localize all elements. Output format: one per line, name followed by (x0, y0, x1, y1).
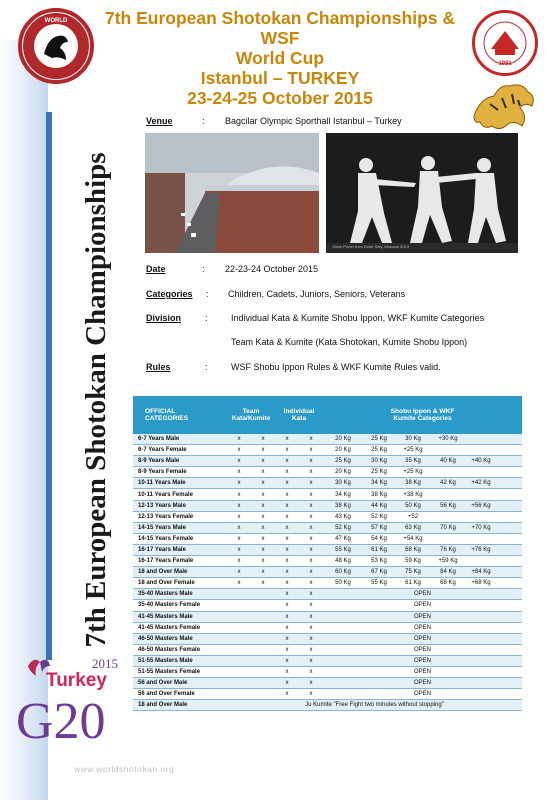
table-row (133, 600, 522, 611)
table-row (133, 689, 522, 700)
value-cell: x (251, 556, 275, 567)
value-cell: 57 Kg (363, 522, 395, 533)
category-cell: 16-17 Years Female (133, 556, 227, 567)
value-cell: x (275, 511, 299, 522)
empty-cell (251, 633, 275, 644)
empty-cell (251, 666, 275, 677)
title-line-2: World Cup (235, 48, 325, 68)
value-cell (497, 489, 522, 500)
value-cell: +54 Kg (395, 533, 431, 544)
value-cell: x (251, 533, 275, 544)
value-cell: +52 (395, 511, 431, 522)
table-row (133, 655, 522, 666)
table-row (133, 644, 522, 655)
value-cell: x (275, 622, 299, 633)
value-cell: 63 Kg (395, 522, 431, 533)
value-cell: x (299, 434, 323, 445)
value-cell: +59 Kg (431, 556, 465, 567)
category-cell: 41-45 Masters Female (133, 622, 227, 633)
value-cell: x (299, 500, 323, 511)
value-cell: 42 Kg (431, 478, 465, 489)
category-cell: 12-13 Years Male (133, 500, 227, 511)
value-cell: 30 Kg (323, 478, 363, 489)
title-line-4: 23-24-25 October 2015 (187, 88, 373, 108)
value-cell: x (275, 666, 299, 677)
table-row (133, 489, 522, 500)
value-cell: x (299, 511, 323, 522)
venue-photo-image (145, 133, 319, 253)
value-cell: +76 Kg (465, 544, 497, 555)
category-cell: 6-7 Years Male (133, 434, 227, 445)
value-cell: +70 Kg (465, 522, 497, 533)
karate-photo (326, 133, 518, 253)
tkf-logo (472, 10, 538, 76)
value-cell (465, 489, 497, 500)
value-cell (497, 567, 522, 578)
table-row (133, 556, 522, 567)
category-cell: 56 and Over Male (133, 678, 227, 689)
value-cell: 60 Kg (323, 567, 363, 578)
g20-country: Turkey (46, 670, 107, 691)
value-cell: x (275, 633, 299, 644)
value-cell: +40 Kg (465, 456, 497, 467)
value-cell: x (275, 556, 299, 567)
value-cell: x (299, 689, 323, 700)
value-cell: x (275, 689, 299, 700)
value-cell: x (251, 544, 275, 555)
table-row (133, 611, 522, 622)
category-cell: 51-55 Masters Female (133, 666, 227, 677)
table-row (133, 578, 522, 589)
value-cell: 61 Kg (395, 578, 431, 589)
category-cell: 10-11 Years Male (133, 478, 227, 489)
value-cell: 61 Kg (363, 544, 395, 555)
venue-label: Venue (146, 116, 173, 126)
photo-caption: Victor Pertel from Dedé Saly, Moscow 2013 (332, 244, 409, 249)
value-cell: 25 Kg (363, 445, 395, 456)
value-cell: 52 Kg (363, 511, 395, 522)
categories-label: Categories (146, 289, 193, 299)
header-official-categories: OFFICIAL CATEGORIES (133, 396, 227, 434)
sidebar-blue-bar (46, 112, 52, 660)
value-cell: x (299, 533, 323, 544)
table-row (133, 434, 522, 445)
header-individual: Individual Kata (275, 396, 323, 434)
categories-row (146, 289, 193, 299)
category-cell: 41-45 Masters Male (133, 611, 227, 622)
table-row (133, 622, 522, 633)
open-cell: OPEN (323, 622, 522, 633)
value-cell (497, 522, 522, 533)
value-cell: x (251, 467, 275, 478)
empty-cell (227, 600, 251, 611)
value-cell: 75 Kg (395, 567, 431, 578)
value-cell: +56 Kg (465, 500, 497, 511)
value-cell: x (299, 445, 323, 456)
value-cell (497, 533, 522, 544)
empty-cell (251, 655, 275, 666)
value-cell: 35 Kg (395, 456, 431, 467)
table-row (133, 445, 522, 456)
header-shobu-ippon: Shobu Ippon & WKF Kumite Categories (323, 396, 522, 434)
table-row (133, 533, 522, 544)
category-cell: 35-40 Masters Female (133, 600, 227, 611)
value-cell: 30 Kg (363, 456, 395, 467)
venue-row (146, 116, 173, 126)
category-cell: 56 and Over Female (133, 689, 227, 700)
value-cell (497, 544, 522, 555)
value-cell: x (227, 467, 251, 478)
g20-turkey-logo (14, 654, 126, 746)
value-cell (465, 434, 497, 445)
karate-photo-image (326, 133, 518, 253)
wsf-logo-icon (22, 12, 90, 80)
value-cell: x (299, 633, 323, 644)
value-cell: +84 Kg (465, 567, 497, 578)
empty-cell (227, 666, 251, 677)
rules-label: Rules (146, 362, 171, 372)
value-cell: 68 Kg (431, 578, 465, 589)
value-cell (465, 511, 497, 522)
category-cell: 12-13 Years Female (133, 511, 227, 522)
table-row (133, 467, 522, 478)
value-cell: x (299, 556, 323, 567)
value-cell: x (275, 500, 299, 511)
rules-row (146, 362, 171, 372)
empty-cell (227, 633, 251, 644)
value-cell: x (251, 434, 275, 445)
empty-cell (251, 622, 275, 633)
rules-value: WSF Shobu Ippon Rules & WKF Kumite Rules valid. (231, 362, 441, 372)
value-cell: x (251, 489, 275, 500)
empty-cell (227, 655, 251, 666)
table-row (133, 589, 522, 600)
value-cell: 38 Kg (363, 489, 395, 500)
vertical-title: 7th European Shotokan Championships (80, 152, 112, 648)
value-cell: 30 Kg (395, 434, 431, 445)
value-cell: 38 Kg (323, 500, 363, 511)
value-cell: 50 Kg (395, 500, 431, 511)
empty-cell (227, 611, 251, 622)
value-cell: x (251, 522, 275, 533)
date-label: Date (146, 264, 166, 274)
value-cell (465, 467, 497, 478)
categories-value: Children, Cadets, Juniors, Seniors, Veterans (228, 289, 406, 299)
value-cell: x (299, 478, 323, 489)
table-row (133, 522, 522, 533)
value-cell: 25 Kg (323, 456, 363, 467)
value-cell: +68 Kg (465, 578, 497, 589)
category-cell: 8-9 Years Male (133, 456, 227, 467)
value-cell: x (299, 644, 323, 655)
page-title (100, 8, 460, 108)
division-value-1: Individual Kata & Kumite Shobu Ippon, WKF Kumite Categories (231, 313, 485, 323)
value-cell: 54 Kg (363, 533, 395, 544)
value-cell: x (299, 622, 323, 633)
value-cell (497, 434, 522, 445)
value-cell: x (275, 589, 299, 600)
value-cell (497, 456, 522, 467)
value-cell: x (299, 611, 323, 622)
value-cell (431, 533, 465, 544)
value-cell: x (275, 611, 299, 622)
open-cell: OPEN (323, 611, 522, 622)
value-cell (497, 511, 522, 522)
category-cell: 8-9 Years Female (133, 467, 227, 478)
table-row (133, 478, 522, 489)
value-cell: x (251, 511, 275, 522)
value-cell: x (227, 456, 251, 467)
open-cell: OPEN (323, 689, 522, 700)
value-cell: x (299, 567, 323, 578)
value-cell: 44 Kg (363, 500, 395, 511)
value-cell: 47 Kg (323, 533, 363, 544)
value-cell: x (227, 544, 251, 555)
date-row (146, 264, 166, 274)
empty-cell (227, 689, 251, 700)
value-cell: x (275, 445, 299, 456)
value-cell: 70 Kg (431, 522, 465, 533)
value-cell: 68 Kg (395, 544, 431, 555)
division-label: Division (146, 313, 182, 323)
category-cell: 18 and Over Female (133, 578, 227, 589)
value-cell: x (275, 567, 299, 578)
value-cell (465, 533, 497, 544)
title-line-3: Istanbul – TURKEY (200, 68, 360, 88)
value-cell (497, 500, 522, 511)
wsf-logo (18, 8, 94, 84)
value-cell: x (299, 600, 323, 611)
value-cell (497, 445, 522, 456)
table-row (133, 544, 522, 555)
date-value: 22-23-24 October 2015 (225, 264, 319, 274)
value-cell (465, 556, 497, 567)
value-cell: x (275, 456, 299, 467)
category-cell: 35-40 Masters Male (133, 589, 227, 600)
value-cell: x (299, 467, 323, 478)
category-cell: 14-15 Years Male (133, 522, 227, 533)
value-cell: x (275, 655, 299, 666)
open-cell: OPEN (323, 644, 522, 655)
value-cell: x (299, 489, 323, 500)
value-cell: x (275, 600, 299, 611)
value-cell: x (275, 578, 299, 589)
value-cell (431, 489, 465, 500)
empty-cell (251, 644, 275, 655)
tiger-icon (470, 76, 540, 134)
venue-photo (145, 133, 319, 253)
value-cell (497, 578, 522, 589)
venue-value: Bagcilar Olympic Sporthall Istanbul – Turkey (225, 116, 402, 126)
value-cell: x (299, 578, 323, 589)
empty-cell (227, 678, 251, 689)
value-cell: x (251, 500, 275, 511)
value-cell: 34 Kg (363, 478, 395, 489)
value-cell: +30 Kg (431, 434, 465, 445)
open-cell: OPEN (323, 600, 522, 611)
g20-year: 2015 (92, 656, 118, 671)
value-cell: 25 Kg (363, 467, 395, 478)
value-cell: x (227, 533, 251, 544)
open-cell: OPEN (323, 678, 522, 689)
table-body (133, 434, 522, 711)
value-cell: 53 Kg (363, 556, 395, 567)
categories-table-grid (133, 396, 522, 711)
value-cell: x (227, 511, 251, 522)
value-cell: x (275, 467, 299, 478)
value-cell (431, 511, 465, 522)
categories-colon: : (206, 289, 209, 299)
value-cell: 55 Kg (323, 544, 363, 555)
value-cell: 84 Kg (431, 567, 465, 578)
categories-table (133, 396, 522, 708)
tkf-logo-year: 1981 (498, 61, 512, 67)
table-row (133, 567, 522, 578)
value-cell: x (275, 478, 299, 489)
empty-cell (227, 622, 251, 633)
venue-colon: : (202, 116, 205, 126)
category-cell: 18 and Over Male (133, 567, 227, 578)
value-cell: x (227, 567, 251, 578)
value-cell: x (251, 445, 275, 456)
value-cell: 56 Kg (431, 500, 465, 511)
open-cell: OPEN (323, 589, 522, 600)
value-cell: x (299, 678, 323, 689)
value-cell: 25 Kg (363, 434, 395, 445)
empty-cell (251, 689, 275, 700)
rules-colon: : (205, 362, 208, 372)
value-cell: 34 Kg (323, 489, 363, 500)
value-cell: x (227, 478, 251, 489)
value-cell: x (299, 589, 323, 600)
value-cell: x (251, 456, 275, 467)
value-cell: x (275, 533, 299, 544)
ju-kumite-cell: Ju Kumite "Free Fight two minutes without stopping" (227, 700, 522, 711)
title-line-1: 7th European Shotokan Championships & WSF (104, 8, 456, 48)
value-cell: x (275, 434, 299, 445)
table-row (133, 700, 522, 711)
open-cell: OPEN (323, 633, 522, 644)
value-cell: x (299, 655, 323, 666)
value-cell: 20 Kg (323, 445, 363, 456)
value-cell: x (227, 578, 251, 589)
table-row (133, 678, 522, 689)
value-cell: +38 Kg (395, 489, 431, 500)
value-cell: 52 Kg (323, 522, 363, 533)
empty-cell (251, 600, 275, 611)
value-cell (497, 478, 522, 489)
value-cell (497, 556, 522, 567)
value-cell (465, 445, 497, 456)
wsf-logo-text: WORLD (44, 18, 68, 24)
value-cell: x (299, 666, 323, 677)
website-url: www.worldshotokan.org (74, 764, 175, 774)
table-row (133, 511, 522, 522)
open-cell: OPEN (323, 666, 522, 677)
value-cell: 20 Kg (323, 434, 363, 445)
value-cell (497, 467, 522, 478)
value-cell: 50 Kg (323, 578, 363, 589)
category-cell: 14-15 Years Female (133, 533, 227, 544)
value-cell: x (251, 578, 275, 589)
tkf-logo-icon (475, 13, 535, 73)
value-cell: 67 Kg (363, 567, 395, 578)
category-cell: 46-50 Masters Female (133, 644, 227, 655)
value-cell: +42 Kg (465, 478, 497, 489)
empty-cell (227, 644, 251, 655)
value-cell: x (251, 478, 275, 489)
value-cell: 20 Kg (323, 467, 363, 478)
empty-cell (251, 678, 275, 689)
division-row (146, 313, 181, 323)
value-cell: x (227, 500, 251, 511)
value-cell: x (275, 522, 299, 533)
value-cell: x (227, 489, 251, 500)
table-row (133, 633, 522, 644)
table-row (133, 456, 522, 467)
value-cell: 76 Kg (431, 544, 465, 555)
value-cell: x (299, 456, 323, 467)
value-cell: x (227, 522, 251, 533)
value-cell: 43 Kg (323, 511, 363, 522)
category-cell: 10-11 Years Female (133, 489, 227, 500)
empty-cell (251, 611, 275, 622)
value-cell: +25 Kg (395, 467, 431, 478)
empty-cell (227, 589, 251, 600)
category-cell: 18 and Over Male (133, 700, 227, 711)
value-cell: x (227, 434, 251, 445)
value-cell: x (227, 556, 251, 567)
division-colon: : (205, 313, 208, 323)
value-cell: +25 Kg (395, 445, 431, 456)
category-cell: 16-17 Years Male (133, 544, 227, 555)
value-cell (431, 445, 465, 456)
category-cell: 46-50 Masters Male (133, 633, 227, 644)
empty-cell (251, 589, 275, 600)
value-cell (431, 467, 465, 478)
open-cell: OPEN (323, 655, 522, 666)
value-cell: x (275, 489, 299, 500)
value-cell: x (227, 445, 251, 456)
value-cell: x (299, 544, 323, 555)
value-cell: 59 Kg (395, 556, 431, 567)
date-colon: : (202, 264, 205, 274)
table-row (133, 500, 522, 511)
value-cell: x (251, 567, 275, 578)
value-cell: x (275, 678, 299, 689)
value-cell: x (275, 544, 299, 555)
division-value-2: Team Kata & Kumite (Kata Shotokan, Kumite Shobu Ippon) (231, 337, 468, 347)
category-cell: 6-7 Years Female (133, 445, 227, 456)
value-cell: 38 Kg (395, 478, 431, 489)
header-team: Team Kata/Kumite (227, 396, 275, 434)
value-cell: 40 Kg (431, 456, 465, 467)
value-cell: x (275, 644, 299, 655)
category-cell: 51-55 Masters Male (133, 655, 227, 666)
g20-mark: G20 (16, 693, 106, 746)
table-row (133, 666, 522, 677)
value-cell: 48 Kg (323, 556, 363, 567)
value-cell: x (299, 522, 323, 533)
value-cell: 55 Kg (363, 578, 395, 589)
